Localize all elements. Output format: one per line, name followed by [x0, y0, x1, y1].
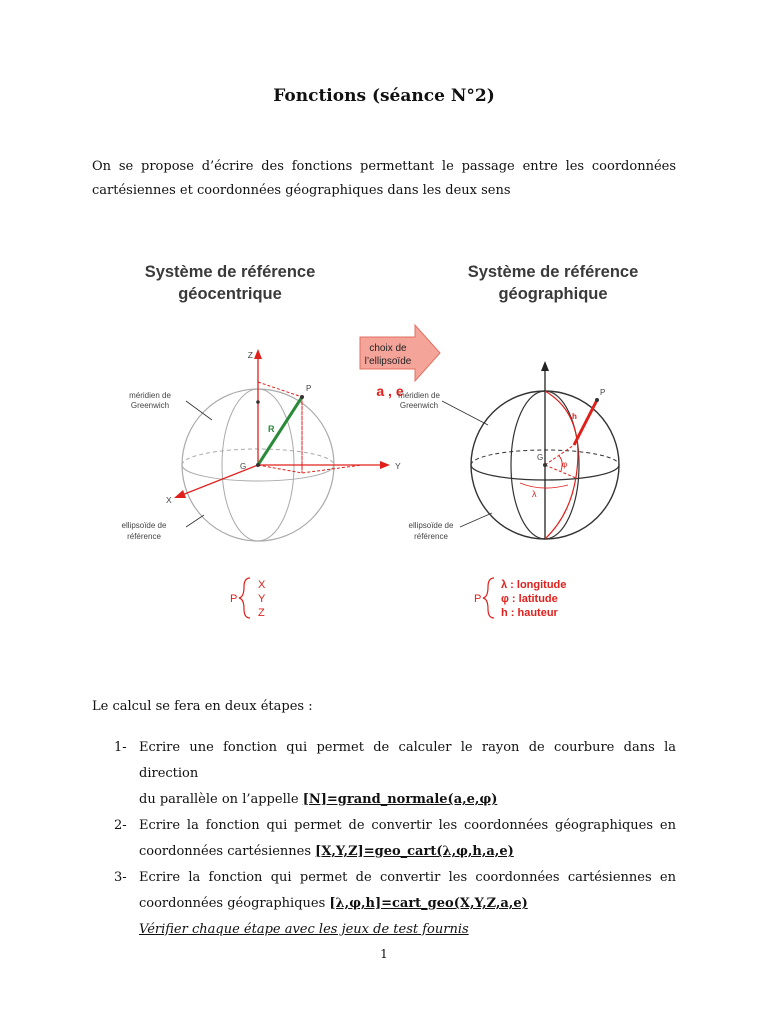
- page-number: 1: [380, 947, 388, 961]
- left-coord-y: Y: [258, 593, 266, 605]
- right-center-g-label: G: [537, 453, 544, 462]
- verify-note: Vérifier chaque étape avec les jeux de test fournis: [139, 922, 469, 937]
- step-2-number: 2-: [114, 818, 127, 833]
- right-polar-arrowhead: [541, 361, 549, 371]
- ellipsoid-choice-arrow: [360, 325, 440, 399]
- left-z-tick: [256, 400, 260, 404]
- left-x-label: X: [166, 495, 172, 505]
- right-coord-longitude: λ : longitude: [501, 579, 567, 591]
- left-ellipsoid-callout: [186, 515, 204, 527]
- left-x-arrowhead: [174, 490, 186, 498]
- left-title-line-1: Système de référence: [144, 263, 316, 281]
- reference-systems-figure: [100, 245, 639, 635]
- right-meridian-callout: [442, 401, 488, 425]
- right-title-line-1: Système de référence: [467, 263, 639, 281]
- step-3-function-signature: [λ,φ,h]=cart_geo(X,Y,Z,a,e): [329, 896, 528, 911]
- ellipsoid-params-label: a , e: [376, 383, 404, 399]
- right-center-dot: [543, 463, 547, 467]
- right-coord-latitude: φ : latitude: [501, 593, 558, 605]
- arrow-text-line-2: l’ellipsoïde: [364, 356, 412, 367]
- geocentric-system-diagram: [121, 263, 404, 619]
- right-meridian-label-1: méridien de: [398, 391, 440, 400]
- left-coord-z: Z: [258, 607, 265, 619]
- left-coord-brace: [239, 578, 250, 618]
- left-equator-front: [182, 465, 334, 481]
- right-phi-label: φ: [562, 460, 568, 469]
- left-coord-x: X: [258, 579, 266, 591]
- left-ellipsoid-label-2: référence: [127, 532, 161, 541]
- left-meridian-label-2: Greenwich: [130, 401, 170, 410]
- step-3: [92, 865, 676, 917]
- right-p-coord-label: P: [474, 593, 482, 605]
- left-y-arrowhead: [380, 461, 390, 469]
- intro-line-2: cartésiennes et coordonnées géographiques dans les deux sens: [92, 183, 511, 198]
- intro-line-1: On se propose d’écrire des fonctions permettant le passage entre les coordonnées: [92, 159, 676, 174]
- step-2-line-1: Ecrire la fonction qui permet de convertir les coordonnées géographiques en: [139, 818, 676, 833]
- right-normal-line: [545, 445, 574, 465]
- left-center-dot: [256, 463, 260, 467]
- right-title-line-2: géographique: [498, 285, 608, 303]
- steps-list: [92, 735, 676, 943]
- step-2-function-signature: [X,Y,Z]=geo_cart(λ,φ,h,a,e): [315, 844, 514, 859]
- right-point-p-label: P: [600, 388, 606, 397]
- step-1-line-1: Ecrire une fonction qui permet de calculer le rayon de courbure dans la direction: [139, 740, 676, 781]
- step-1-function-signature: [N]=grand_normale(a,e,φ): [302, 792, 498, 807]
- left-point-p-dot: [300, 395, 304, 399]
- right-coord-hauteur: h : hauteur: [501, 607, 558, 619]
- step-2-line-2: [139, 839, 676, 865]
- step-1-line-2: [139, 787, 676, 813]
- right-height-vector: [574, 400, 597, 445]
- right-lambda-label: λ: [532, 489, 537, 499]
- right-equatorial-projection: [545, 465, 576, 478]
- arrow-text-line-1: choix de: [369, 343, 407, 354]
- left-z-label: Z: [247, 350, 253, 360]
- step-1-text: du parallèle on l’appelle: [139, 792, 303, 807]
- left-x-axis: [182, 465, 258, 495]
- left-title-line-2: géocentrique: [178, 285, 282, 303]
- step-2-text: coordonnées cartésiennes: [139, 844, 316, 859]
- step-1: [92, 735, 676, 813]
- left-radius-r-label: R: [268, 424, 275, 434]
- left-point-p-label: P: [306, 384, 312, 393]
- right-coord-brace: [483, 578, 494, 618]
- step-1-number: 1-: [114, 740, 127, 755]
- steps-intro: Le calcul se fera en deux étapes :: [92, 699, 313, 714]
- step-3-number: 3-: [114, 870, 127, 885]
- document-title: Fonctions (séance N°2): [273, 86, 495, 106]
- intro-paragraph: [92, 155, 676, 203]
- step-2: [92, 813, 676, 865]
- left-meridian-label-1: méridien de: [129, 391, 171, 400]
- right-ellipsoid-label-2: référence: [414, 532, 448, 541]
- right-lambda-arc: [520, 483, 568, 488]
- step-3-text: coordonnées géographiques: [139, 896, 330, 911]
- geographic-system-diagram: [398, 263, 638, 619]
- right-h-label: h: [572, 412, 577, 421]
- left-projection-z: [258, 382, 302, 473]
- left-center-g-label: G: [240, 462, 247, 471]
- right-meridian-label-2: Greenwich: [399, 401, 439, 410]
- left-p-coord-label: P: [230, 593, 238, 605]
- step-3-line-2: [139, 891, 676, 917]
- left-y-label: Y: [395, 461, 401, 471]
- left-projection-xy: [258, 465, 362, 473]
- left-radius-vector: [258, 397, 302, 465]
- right-ellipsoid-callout: [460, 513, 492, 527]
- left-ellipsoid-label-1: ellipsoïde de: [121, 521, 167, 530]
- right-ellipsoid-label-1: ellipsoïde de: [408, 521, 454, 530]
- left-z-arrowhead: [254, 349, 262, 359]
- step-3-line-1: Ecrire la fonction qui permet de convertir les coordonnées cartésiennes en: [139, 870, 676, 885]
- right-point-p-dot: [595, 398, 599, 402]
